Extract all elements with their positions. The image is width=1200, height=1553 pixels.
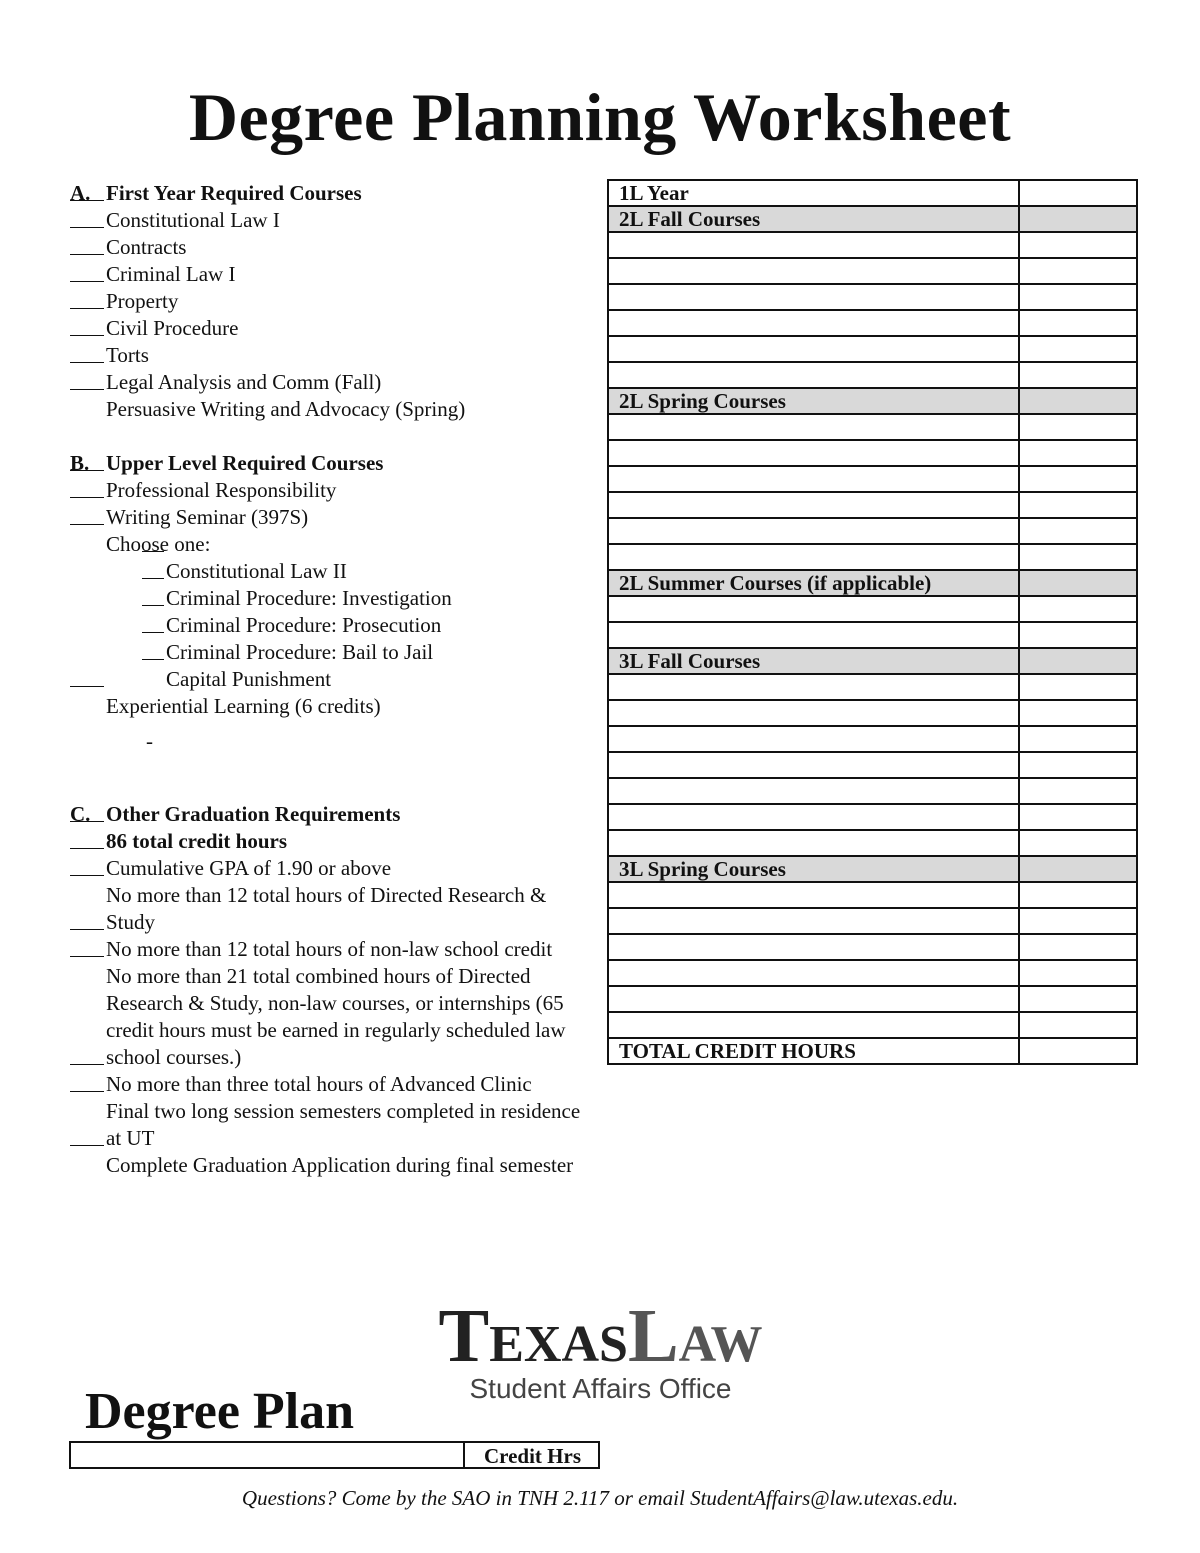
item-label: Complete Graduation Application during final semester <box>106 1153 574 1177</box>
checklist-item[interactable] <box>70 531 595 558</box>
course-cell[interactable] <box>608 908 1019 934</box>
table-row <box>608 934 1137 960</box>
credit-cell[interactable] <box>1019 778 1137 804</box>
credit-cell[interactable] <box>1019 882 1137 908</box>
section-b-heading <box>70 450 595 477</box>
course-cell[interactable] <box>608 726 1019 752</box>
checklist-item[interactable] <box>70 1071 595 1098</box>
credit-cell[interactable] <box>1019 1038 1137 1064</box>
texas-law-logo <box>398 1294 803 1406</box>
checklist-item[interactable] <box>70 207 595 234</box>
credit-cell[interactable] <box>1019 700 1137 726</box>
credit-cell[interactable] <box>1019 804 1137 830</box>
section-b-letter: B. <box>70 451 90 475</box>
choice-item[interactable] <box>70 585 595 612</box>
section-header-row-label: 2L Summer Courses (if applicable) <box>608 570 1019 596</box>
item-label: Cumulative GPA of 1.90 or above <box>106 856 392 880</box>
section-c-title: Other Graduation Requirements <box>106 802 401 826</box>
course-cell[interactable] <box>608 960 1019 986</box>
table-row <box>608 908 1137 934</box>
table-row <box>608 414 1137 440</box>
credit-cell[interactable] <box>1019 518 1137 544</box>
total-row-label: TOTAL CREDIT HOURS <box>608 1038 1019 1064</box>
item-label: Torts <box>106 343 149 367</box>
item-label: Experiential Learning (6 credits) <box>106 694 381 718</box>
table-row <box>608 986 1137 1012</box>
course-cell[interactable] <box>608 492 1019 518</box>
checklist-item[interactable] <box>70 342 595 369</box>
course-cell[interactable] <box>608 882 1019 908</box>
item-label: No more than 12 total hours of non-law school credit <box>106 937 553 961</box>
credit-cell[interactable] <box>1019 388 1137 414</box>
credit-cell[interactable] <box>1019 440 1137 466</box>
choice-label: Capital Punishment <box>166 667 332 691</box>
credit-cell[interactable] <box>1019 960 1137 986</box>
item-label: Property <box>106 289 179 313</box>
checklist-item[interactable] <box>70 1098 595 1152</box>
table-row <box>608 726 1137 752</box>
table-row <box>608 960 1137 986</box>
item-label: Choose one: <box>106 532 211 556</box>
dash-mark: - <box>146 729 153 753</box>
item-label: Criminal Law I <box>106 262 236 286</box>
credit-cell[interactable] <box>1019 622 1137 648</box>
course-cell[interactable] <box>608 284 1019 310</box>
checklist-item[interactable] <box>70 1152 595 1179</box>
table-row <box>608 336 1137 362</box>
checklist-item[interactable] <box>70 234 595 261</box>
table-row <box>608 232 1137 258</box>
course-plan-table <box>607 179 1138 1065</box>
table-row <box>608 440 1137 466</box>
table-row <box>608 804 1137 830</box>
choice-label: Criminal Procedure: Bail to Jail <box>166 640 434 664</box>
item-label: No more than 21 total combined hours of Directed Research & Study, non-law courses, or internships (65 credit hours must be earned in regularly scheduled law school courses.) <box>106 964 566 1069</box>
total-row <box>608 1038 1137 1064</box>
checklist-item[interactable] <box>70 477 595 504</box>
degree-plan-box[interactable] <box>69 1441 600 1469</box>
requirements-column <box>70 180 595 1179</box>
item-label: No more than three total hours of Advanced Clinic <box>106 1072 532 1096</box>
table-row <box>608 700 1137 726</box>
section-header-row <box>608 648 1137 674</box>
course-cell[interactable] <box>608 544 1019 570</box>
credit-cell[interactable] <box>1019 492 1137 518</box>
course-cell[interactable] <box>608 258 1019 284</box>
section-header-row-label: 3L Fall Courses <box>608 648 1019 674</box>
item-label: Final two long session semesters completed in residence at UT <box>106 1099 581 1150</box>
item-label: Constitutional Law I <box>106 208 280 232</box>
footer-contact: Questions? Come by the SAO in TNH 2.117 or email StudentAffairs@law.utexas.edu. <box>241 1486 959 1510</box>
table-row <box>608 596 1137 622</box>
credit-hrs-header: Credit Hrs <box>463 1443 600 1467</box>
credit-cell[interactable] <box>1019 362 1137 388</box>
course-cell[interactable] <box>608 986 1019 1012</box>
table-row <box>608 882 1137 908</box>
course-cell[interactable] <box>608 778 1019 804</box>
credit-cell[interactable] <box>1019 934 1137 960</box>
credit-cell[interactable] <box>1019 310 1137 336</box>
table-row <box>608 1012 1137 1038</box>
table-row <box>608 778 1137 804</box>
item-label: Professional Responsibility <box>106 478 337 502</box>
section-a-letter: A. <box>70 181 91 205</box>
item-label: Persuasive Writing and Advocacy (Spring) <box>106 397 466 421</box>
item-label: Writing Seminar (397S) <box>106 505 309 529</box>
credit-cell[interactable] <box>1019 726 1137 752</box>
checklist-item[interactable] <box>70 261 595 288</box>
degree-plan-title: Degree Plan <box>85 1383 355 1440</box>
item-label: Contracts <box>106 235 187 259</box>
item-label: Legal Analysis and Comm (Fall) <box>106 370 382 394</box>
course-cell[interactable] <box>608 674 1019 700</box>
credit-cell[interactable] <box>1019 596 1137 622</box>
credit-cell[interactable] <box>1019 544 1137 570</box>
checklist-item[interactable] <box>70 855 595 882</box>
checklist-item[interactable] <box>70 936 595 963</box>
credit-cell[interactable] <box>1019 414 1137 440</box>
choice-item[interactable] <box>70 558 595 585</box>
credit-cell[interactable] <box>1019 570 1137 596</box>
table-row <box>608 752 1137 778</box>
course-cell[interactable] <box>608 830 1019 856</box>
checklist-item[interactable] <box>70 828 595 855</box>
section-b-title: Upper Level Required Courses <box>106 451 384 475</box>
course-cell[interactable] <box>608 622 1019 648</box>
table-row <box>608 284 1137 310</box>
table-row <box>608 518 1137 544</box>
choice-label: Constitutional Law II <box>166 559 347 583</box>
course-cell[interactable] <box>608 440 1019 466</box>
page-title: Degree Planning Worksheet <box>188 79 1012 155</box>
item-label: No more than 12 total hours of Directed Research & Study <box>106 883 547 934</box>
course-cell[interactable] <box>608 310 1019 336</box>
checklist-item[interactable] <box>70 288 595 315</box>
checklist-item[interactable] <box>70 504 595 531</box>
section-header-row <box>608 388 1137 414</box>
logo-wordmark: TEXASLAW <box>438 1294 763 1378</box>
credit-cell[interactable] <box>1019 752 1137 778</box>
table-row <box>608 362 1137 388</box>
credit-cell[interactable] <box>1019 1012 1137 1038</box>
course-cell[interactable] <box>608 700 1019 726</box>
checklist-item[interactable] <box>70 882 595 936</box>
credit-cell[interactable] <box>1019 336 1137 362</box>
checklist-item[interactable] <box>70 315 595 342</box>
section-c-heading <box>70 801 595 828</box>
section-header-row-label: 2L Fall Courses <box>608 206 1019 232</box>
course-cell[interactable] <box>608 414 1019 440</box>
choice-item[interactable] <box>70 612 595 639</box>
choice-item[interactable] <box>70 639 595 666</box>
course-cell[interactable] <box>608 362 1019 388</box>
credit-cell[interactable] <box>1019 466 1137 492</box>
table-row <box>608 466 1137 492</box>
checklist-item[interactable] <box>70 693 595 720</box>
credit-cell[interactable] <box>1019 648 1137 674</box>
course-cell[interactable] <box>608 518 1019 544</box>
first-year-row <box>608 180 1137 206</box>
first-year-row-label: 1L Year <box>608 180 1019 206</box>
course-cell[interactable] <box>608 934 1019 960</box>
course-cell[interactable] <box>608 336 1019 362</box>
section-header-row-label: 2L Spring Courses <box>608 388 1019 414</box>
section-header-row <box>608 206 1137 232</box>
credit-cell[interactable] <box>1019 284 1137 310</box>
choice-item[interactable] <box>70 666 595 693</box>
course-cell[interactable] <box>608 466 1019 492</box>
table-row <box>608 622 1137 648</box>
choice-label: Criminal Procedure: Prosecution <box>166 613 442 637</box>
credit-cell[interactable] <box>1019 180 1137 206</box>
credit-cell[interactable] <box>1019 674 1137 700</box>
section-header-row-label: 3L Spring Courses <box>608 856 1019 882</box>
item-label: Civil Procedure <box>106 316 239 340</box>
table-row <box>608 310 1137 336</box>
section-a-heading <box>70 180 595 207</box>
credit-cell[interactable] <box>1019 908 1137 934</box>
course-cell[interactable] <box>608 232 1019 258</box>
checklist-item[interactable] <box>70 369 595 396</box>
course-cell[interactable] <box>608 752 1019 778</box>
logo-subtitle: Student Affairs Office <box>469 1373 732 1404</box>
choice-label: Criminal Procedure: Investigation <box>166 586 452 610</box>
credit-cell[interactable] <box>1019 232 1137 258</box>
item-label: 86 total credit hours <box>106 829 288 853</box>
section-a-title: First Year Required Courses <box>106 181 362 205</box>
section-c-letter: C. <box>70 802 91 826</box>
credit-cell[interactable] <box>1019 206 1137 232</box>
course-cell[interactable] <box>608 804 1019 830</box>
checklist-item[interactable] <box>70 963 595 1071</box>
credit-cell[interactable] <box>1019 856 1137 882</box>
course-cell[interactable] <box>608 596 1019 622</box>
course-cell[interactable] <box>608 1012 1019 1038</box>
section-header-row <box>608 856 1137 882</box>
section-header-row <box>608 570 1137 596</box>
table-row <box>608 830 1137 856</box>
credit-cell[interactable] <box>1019 830 1137 856</box>
checklist-item[interactable] <box>70 396 595 423</box>
table-row <box>608 258 1137 284</box>
table-row <box>608 544 1137 570</box>
table-row <box>608 492 1137 518</box>
credit-cell[interactable] <box>1019 258 1137 284</box>
table-row <box>608 674 1137 700</box>
credit-cell[interactable] <box>1019 986 1137 1012</box>
